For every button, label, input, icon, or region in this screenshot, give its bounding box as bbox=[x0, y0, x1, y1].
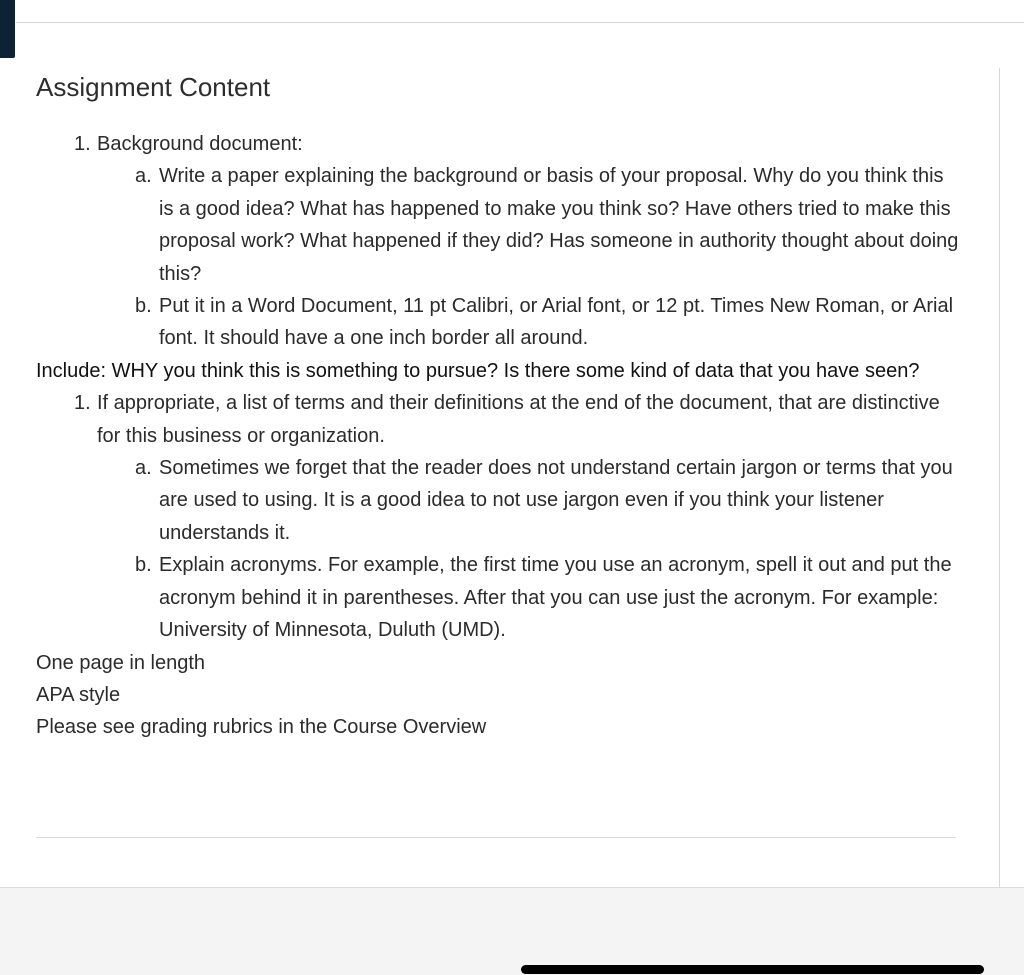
sidebar-accent-tab[interactable] bbox=[0, 0, 15, 58]
content-bottom-divider bbox=[36, 837, 956, 838]
list-marker: 1. bbox=[74, 392, 91, 415]
page-title: Assignment Content bbox=[36, 72, 271, 102]
assignment-body bbox=[36, 128, 966, 744]
sub-list-marker: b. bbox=[135, 554, 152, 577]
home-indicator-bar[interactable] bbox=[521, 965, 984, 974]
sub-list-item bbox=[36, 549, 966, 646]
sub-list-marker: a. bbox=[135, 457, 152, 480]
assignment-content-panel bbox=[36, 68, 966, 744]
top-divider bbox=[16, 22, 1024, 23]
list-marker: 1. bbox=[74, 133, 91, 155]
sub-list-item bbox=[36, 452, 966, 549]
list-item-label: If appropriate, a list of terms and their definitions at the end of the document, that are distinctive for this business or organization. bbox=[97, 392, 940, 447]
content-right-border bbox=[999, 68, 1000, 888]
sub-list-item bbox=[36, 290, 966, 355]
sub-list-text: Write a paper explaining the background or basis of your proposal. Why do you think this is a good idea? What has happened to make you think so? Have others tried to make this proposal work? What happened if they did? Has someone in authority thought about doing this? bbox=[159, 165, 959, 285]
footer-area bbox=[0, 887, 1024, 975]
list-item-label: Background document: bbox=[97, 133, 303, 155]
sub-list-text: Explain acronyms. For example, the first time you use an acronym, spell it out and put the acronym behind it in parentheses. After that you can use just the acronym. For example: University of Minnesota, Duluth (UMD). bbox=[159, 554, 952, 642]
sub-list-marker: b. bbox=[135, 295, 152, 318]
sub-list-marker: a. bbox=[135, 165, 152, 188]
include-paragraph: Include: WHY you think this is something to pursue? Is there some kind of data that you have seen? bbox=[36, 359, 920, 382]
length-requirement: One page in length bbox=[36, 651, 206, 674]
list-item bbox=[36, 128, 966, 160]
rubric-note: Please see grading rubrics in the Course Overview bbox=[36, 716, 487, 739]
style-requirement: APA style bbox=[36, 683, 121, 706]
sub-list-text: Sometimes we forget that the reader does not understand certain jargon or terms that you are used to using. It is a good idea to not use jargon even if you think your listener understands it. bbox=[159, 457, 953, 544]
sub-list-item bbox=[36, 160, 966, 290]
list-item bbox=[36, 387, 966, 452]
sub-list-text: Put it in a Word Document, 11 pt Calibri, or Arial font, or 12 pt. Times New Roman, or Arial font. It should have a one inch border all around. bbox=[159, 295, 954, 350]
